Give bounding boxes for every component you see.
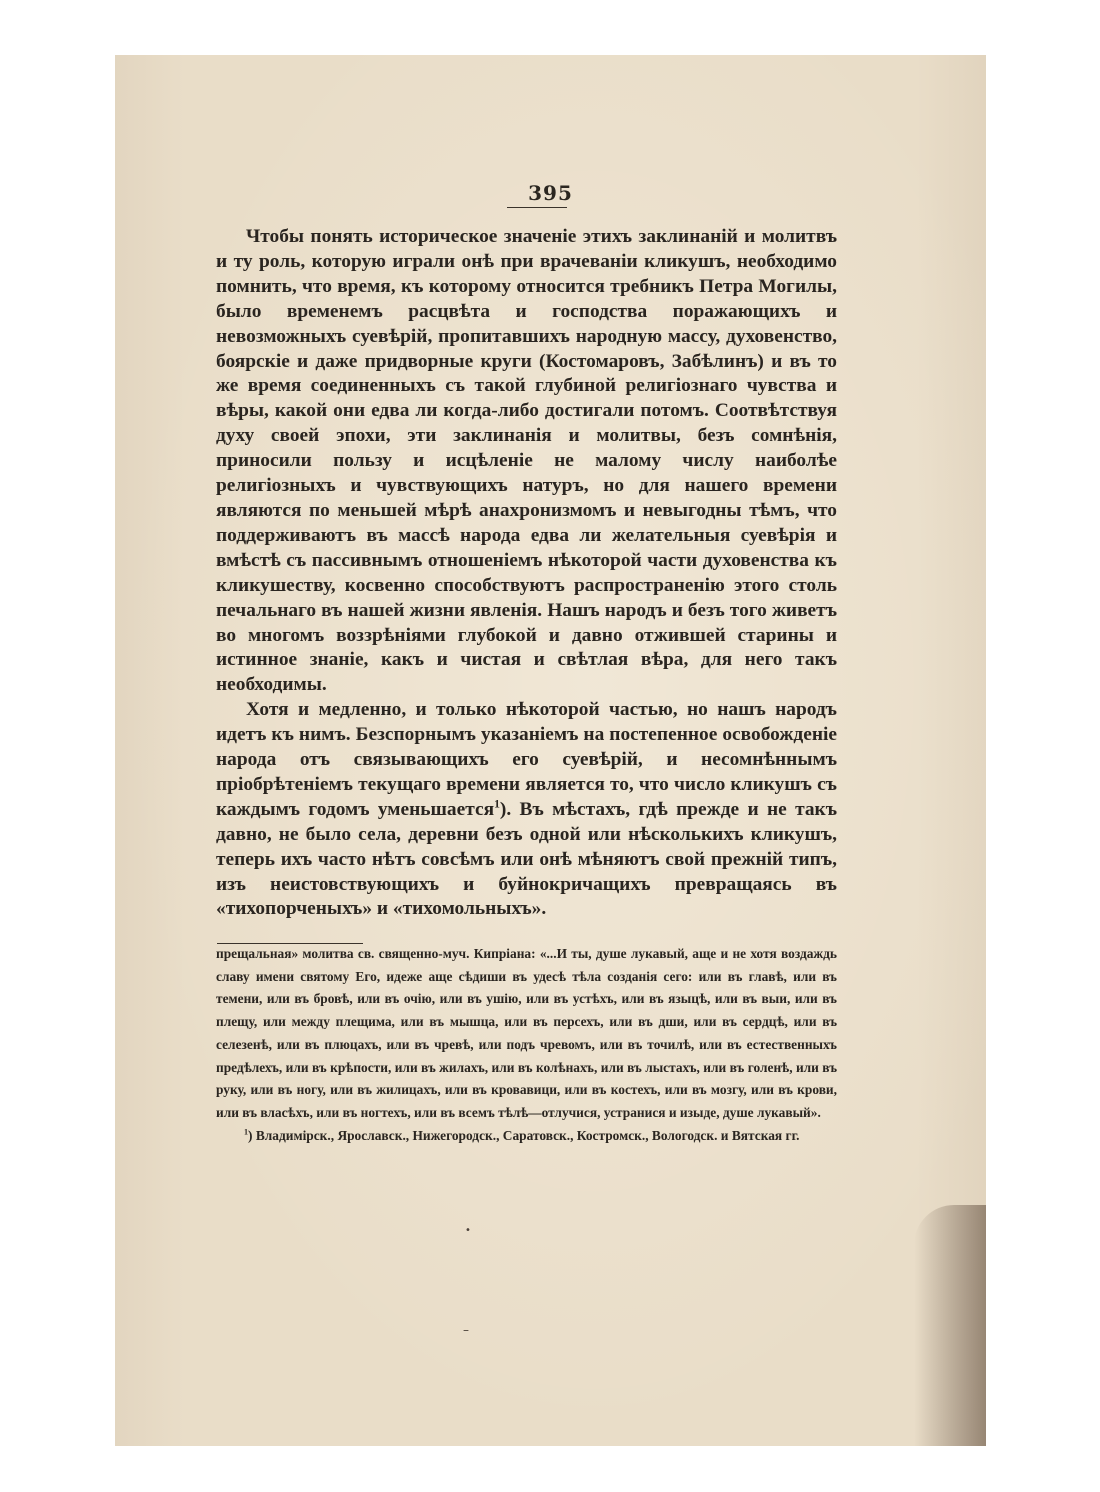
footnote-1-mark: 1	[244, 1127, 249, 1137]
scanned-page	[115, 55, 986, 1446]
footnote-reference: 1	[494, 797, 500, 811]
main-text	[216, 225, 837, 922]
footnote-1	[216, 1125, 837, 1148]
speck-mark: •	[465, 1225, 471, 1236]
paragraph-2-text-b: ). Въ мѣстахъ, гдѣ прежде и не такъ давно, не было села, деревни безъ одной или нѣсколькихъ кликушъ, теперь ихъ часто нѣтъ совсѣмъ или онѣ мѣняютъ свой прежній типъ, изъ неистовствующихъ и буйнокричащихъ превращаясь въ «тихопорченыхъ» и «тихомольныхъ».	[216, 798, 838, 920]
paragraph-1: Чтобы понять историческое значеніе этихъ заклинаній и молитвъ и ту роль, которую играли онѣ при врачеваніи кликушъ, необходимо помнить, что время, къ которому относится требникъ Петра Могилы, было временемъ расцвѣта и господства поражающихъ и невозможныхъ суевѣрій, пропитавшихъ народную массу, духовенство, боярскіе и даже придворные круги (Костомаровъ, Забѣлинъ) и въ то же время соединенныхъ съ такой глубиной религіознаго чувства и вѣры, какой они едва ли когда-либо достигали потомъ. Соотвѣтствуя духу своей эпохи, эти заклинанія и молитвы, безъ сомнѣнія, приносили пользу и исцѣленіе не малому числу наиболѣе религіозныхъ и чувствующихъ натуръ, но для нашего времени являются по меньшей мѣрѣ анахронизмомъ и невыгодны тѣмъ, что поддерживаютъ въ массѣ народа едва ли желательныя суевѣрія и вмѣстѣ съ пассивнымъ отношеніемъ нѣкоторой части духовенства къ кликушеству, косвенно способствуютъ распространенію этого столь печальнаго въ нашей жизни явленія. Нашъ народъ и безъ того живетъ во многомъ воззрѣніями глубокой и давно отжившей старины и истинное знаніе, какъ и чистая и свѣтлая вѣра, для него такъ необходимы.	[216, 226, 837, 696]
footnote-1-text: ) Владимірск., Ярославск., Нижегородск., Саратовск., Костромск., Вологодск. и Вятская гг.	[248, 1127, 800, 1143]
page-edge-shadow	[914, 1205, 986, 1446]
page-number: 395	[528, 181, 573, 205]
dash-mark: –	[463, 1323, 469, 1337]
page-number-underline	[507, 207, 567, 208]
paragraph-2-text-a: Хотя и медленно, и только нѣкоторой частью, но нашъ народъ идетъ къ нимъ. Безспорнымъ указаніемъ на постепенное освобожденіе народа отъ связывающихъ его суевѣрій, и несомнѣннымъ пріобрѣтеніемъ текущаго времени является то, что число кликушъ съ каждымъ годомъ уменьшается	[216, 699, 837, 820]
footnote-continuation: прещальная» молитва св. священно-муч. Кипріана: «...И ты, душе лукавый, аще и не хотя воздаждь славу имени святому Его, идеже аще сѣдиши въ удесѣ тѣла созданія сего: или въ главѣ, или въ темени, или въ бровѣ, или въ очію, или въ ушію, или въ устѣхъ, или въ языцѣ, или въ выи, или въ плещу, или между плещима, или въ мышца, или въ персехъ, или въ дши, или въ сердцѣ, или въ селезенѣ, или въ плюцахъ, или въ чревѣ, или подъ чревомъ, или въ точилѣ, или въ естественныхъ предѣлехъ, или въ крѣпости, или въ жилахъ, или въ колѣнахъ, или въ лыстахъ, или въ голенѣ, или въ руку, или въ ногу, или въ жилицахъ, или въ кровавици, или въ костехъ, или въ мозгу, или въ крови, или въ власѣхъ, или въ ногтехъ, или въ всемъ тѣлѣ—отлучися, устранися и изыде, душе лукавый».	[216, 946, 837, 1120]
paragraph-2	[216, 698, 837, 922]
footnotes	[216, 943, 837, 1147]
